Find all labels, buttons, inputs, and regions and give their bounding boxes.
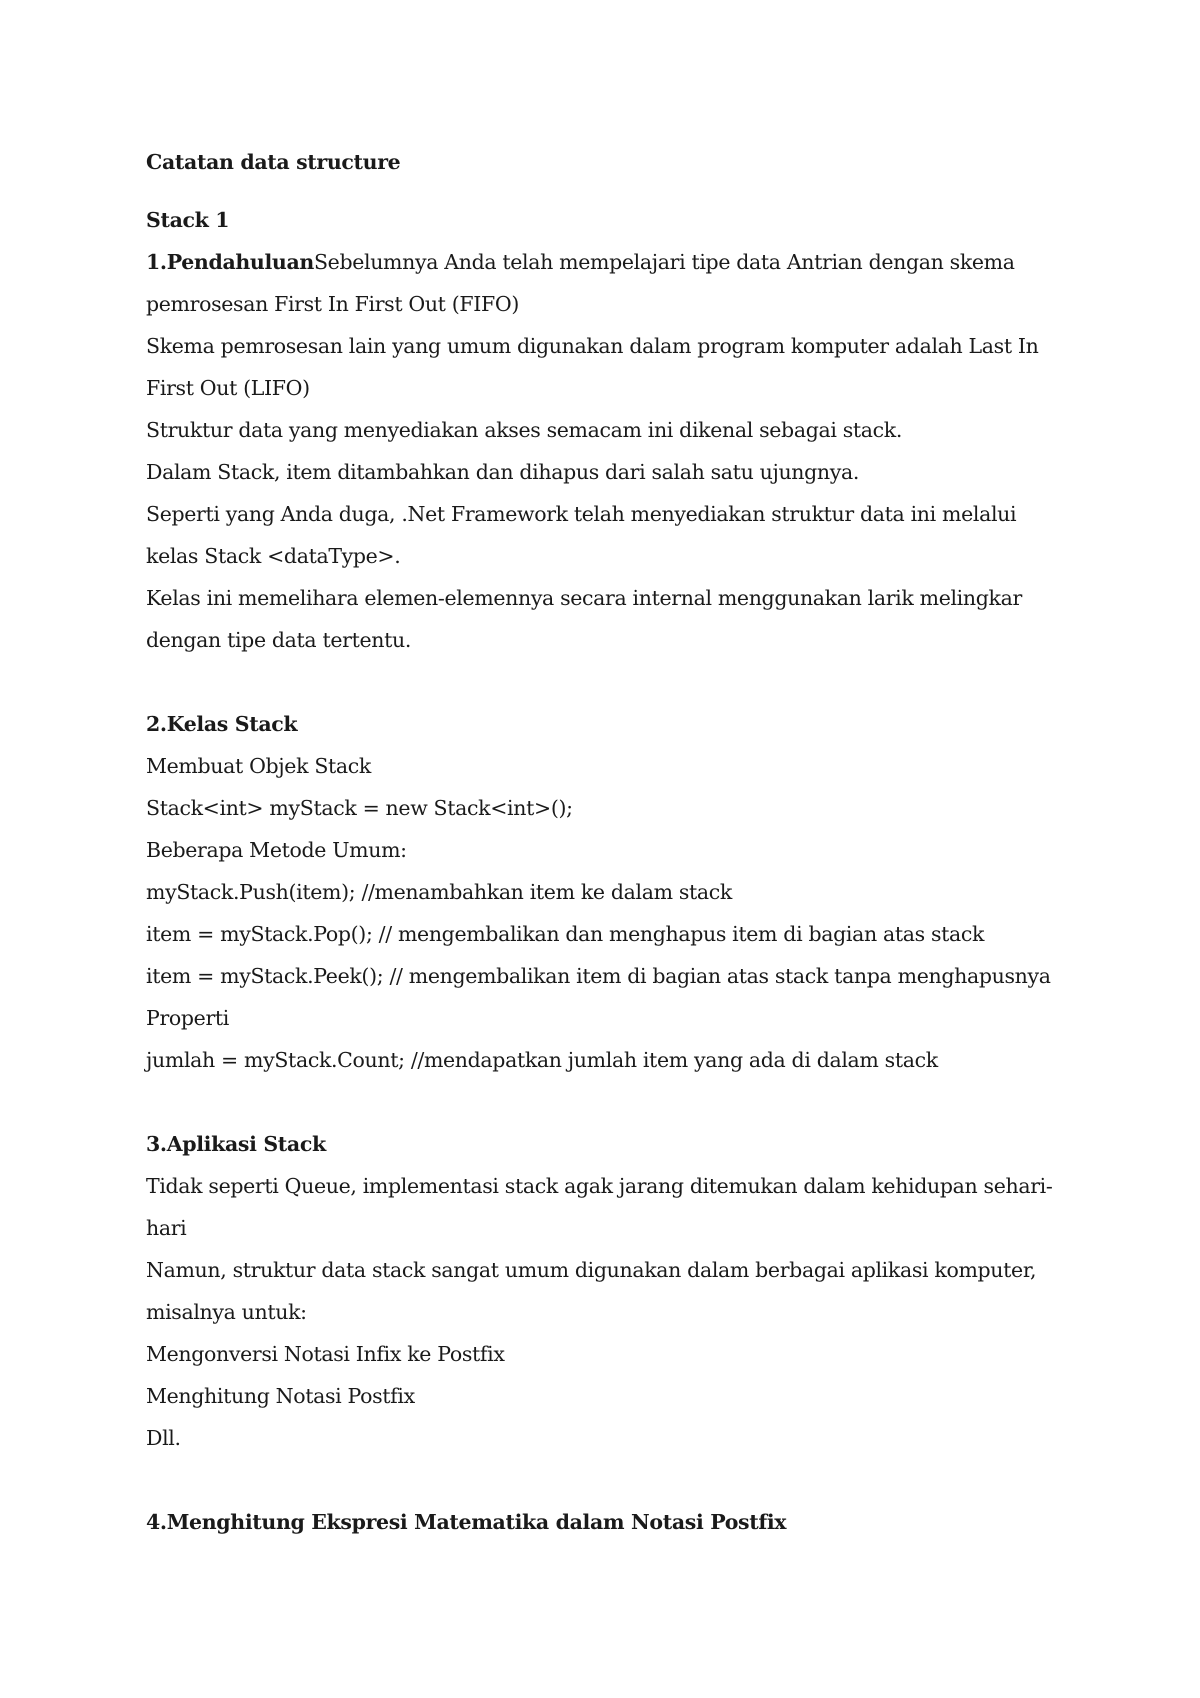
list-item: Mengonversi Notasi Infix ke Postfix [146,1342,505,1366]
section-4-heading: 4.Menghitung Ekspresi Matematika dalam Notasi Postfix [146,1510,787,1534]
section-1-lead-text: Sebelumnya Anda telah mempelajari tipe data Antrian dengan skema pemrosesan First In First Out (FIFO) [146,250,1015,316]
document-subtitle: Stack 1 [146,208,230,232]
section-3-heading: 3.Aplikasi Stack [146,1132,326,1156]
code-line: myStack.Push(item); //menambahkan item ke dalam stack [146,880,732,904]
paragraph-line: Skema pemrosesan lain yang umum digunakan dalam program komputer adalah Last In First Out (LIFO) [146,334,1039,400]
paragraph-spacer [146,1081,1066,1123]
paragraph-line: Beberapa Metode Umum: [146,838,407,862]
code-line: jumlah = myStack.Count; //mendapatkan jumlah item yang ada di dalam stack [146,1048,938,1072]
code-line: item = myStack.Peek(); // mengembalikan item di bagian atas stack tanpa menghapusnya [146,964,1051,988]
paragraph-spacer [146,1459,1066,1501]
code-line: Stack<int> myStack = new Stack<int>(); [146,796,573,820]
section-1-heading: 1.Pendahuluan [146,250,314,274]
document-title: Catatan data structure [146,150,401,174]
paragraph-line: Seperti yang Anda duga, .Net Framework telah menyediakan struktur data ini melalui kelas Stack <dataType>. [146,502,1017,568]
section-2-heading: 2.Kelas Stack [146,712,298,736]
code-line: item = myStack.Pop(); // mengembalikan dan menghapus item di bagian atas stack [146,922,985,946]
paragraph-line: Struktur data yang menyediakan akses semacam ini dikenal sebagai stack. [146,418,903,442]
list-item: Menghitung Notasi Postfix [146,1384,415,1408]
paragraph-line: Tidak seperti Queue, implementasi stack agak jarang ditemukan dalam kehidupan sehari-hari [146,1174,1053,1240]
section-1-intro [146,241,1066,325]
paragraph-line: Namun, struktur data stack sangat umum digunakan dalam berbagai aplikasi komputer, misalnya untuk: [146,1258,1037,1324]
paragraph-spacer [146,661,1066,703]
paragraph-line: Properti [146,1006,229,1030]
paragraph-line: Membuat Objek Stack [146,754,371,778]
paragraph-line: Kelas ini memelihara elemen-elemennya secara internal menggunakan larik melingkar dengan tipe data tertentu. [146,586,1022,652]
list-item: Dll. [146,1426,181,1450]
document-content [146,141,1066,1543]
paragraph-line: Dalam Stack, item ditambahkan dan dihapus dari salah satu ujungnya. [146,460,860,484]
